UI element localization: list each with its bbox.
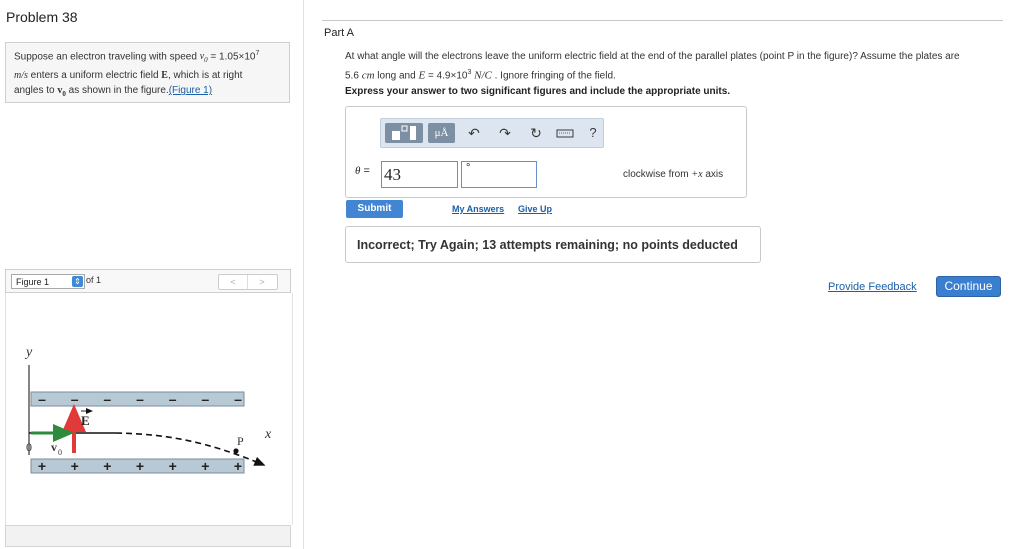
positive-sign: +: [233, 458, 243, 474]
v0-value: = 1.05×10: [207, 51, 256, 63]
speed-unit: m/s: [14, 70, 28, 82]
axis-label: axis: [702, 169, 724, 180]
figure-navigation: [5, 269, 291, 293]
v0-label-subscript: 0: [58, 448, 62, 457]
positive-sign: +: [135, 458, 145, 474]
problem-text-4: angles to: [14, 85, 58, 97]
undo-icon[interactable]: ↶: [468, 125, 480, 141]
problem-text-2: enters a uniform electric field: [27, 70, 162, 82]
clockwise-label: clockwise from: [623, 169, 692, 180]
field-symbol: E: [161, 70, 168, 82]
positive-sign: +: [201, 458, 210, 474]
units-button[interactable]: μÅ: [428, 123, 455, 143]
continue-button[interactable]: Continue: [936, 276, 1001, 297]
problem-statement: [5, 42, 290, 103]
equals-sign: =: [360, 165, 370, 177]
v0-vector-symbol: v: [57, 85, 63, 97]
plus-x-label: +x: [691, 169, 703, 180]
unit-input[interactable]: °: [461, 161, 537, 188]
part-a-title: Part A: [324, 27, 354, 39]
question-ignore: . Ignore fringing of the field.: [491, 70, 616, 82]
point-p-label: P: [237, 434, 244, 448]
x-axis-label: x: [265, 427, 272, 442]
positive-sign: +: [37, 458, 47, 474]
negative-sign: –: [168, 391, 177, 407]
negative-sign: –: [103, 391, 112, 407]
templates-icon: [385, 123, 423, 143]
positive-sign: +: [70, 458, 79, 474]
v0-vector-subscript: 0: [62, 90, 66, 99]
figure-select-value: Figure 1: [16, 277, 50, 287]
question-line-1: At what angle will the electrons leave the uniform electric field at the end of the parallel plates (point P in the figure)? Assume the plates are: [345, 51, 960, 62]
direction-text: [623, 169, 723, 180]
question-e-unit: N/C: [471, 69, 492, 82]
reset-icon[interactable]: ↻: [530, 125, 542, 141]
point-p: [233, 448, 238, 453]
v0-label: v: [51, 440, 57, 454]
positive-sign: +: [168, 458, 177, 474]
figure-count: of 1: [86, 275, 102, 285]
figure-canvas: [5, 293, 293, 525]
problem-text-1: Suppose an electron traveling with speed: [14, 51, 200, 63]
my-answers-link[interactable]: My Answers: [452, 204, 505, 214]
negative-sign: –: [234, 391, 242, 407]
negative-sign: –: [38, 391, 46, 407]
question-e-value: = 4.9×10: [425, 70, 468, 82]
e-field-label: E: [81, 413, 90, 428]
origin-label: 0: [26, 440, 32, 454]
submit-button[interactable]: Submit: [346, 200, 403, 218]
figure-select[interactable]: [11, 274, 85, 289]
give-up-link[interactable]: Give Up: [518, 204, 553, 214]
electron-field-diagram: [6, 293, 292, 525]
part-divider: [322, 20, 1003, 21]
figure-link[interactable]: (Figure 1): [168, 85, 213, 97]
figure-pager: [218, 274, 278, 290]
templates-button[interactable]: [385, 123, 423, 143]
keyboard-icon[interactable]: [556, 124, 574, 142]
prev-figure-button[interactable]: <: [219, 275, 248, 289]
v0-exponent: 7: [255, 50, 260, 57]
value-input[interactable]: 43: [381, 161, 458, 188]
y-axis-label: y: [26, 345, 33, 360]
math-toolbar: [380, 118, 604, 148]
provide-feedback-link[interactable]: Provide Feedback: [828, 281, 917, 293]
answer-instruction: Express your answer to two significant figures and include the appropriate units.: [345, 86, 731, 97]
negative-sign: –: [136, 391, 144, 407]
length-unit: cm: [361, 69, 375, 82]
redo-icon[interactable]: ↷: [499, 125, 511, 141]
chevron-updown-icon: ⇕: [72, 276, 83, 287]
problem-text-3: , which is at right: [167, 70, 243, 82]
problem-text-5: as shown in the figure.: [65, 85, 169, 97]
problem-panel: [0, 0, 304, 549]
next-figure-button[interactable]: >: [259, 277, 265, 287]
v0-subscript: 0: [204, 56, 208, 65]
v0-symbol: v: [199, 51, 205, 63]
theta-label: [355, 165, 370, 177]
problem-title: Problem 38: [6, 9, 78, 25]
figure-footer: [5, 525, 291, 547]
question-length: 5.6: [345, 70, 362, 82]
negative-sign: –: [201, 391, 210, 407]
negative-sign: –: [70, 391, 79, 407]
answer-box: [345, 106, 747, 198]
theta-symbol: θ: [355, 165, 361, 177]
question-e-symbol: E: [418, 69, 426, 82]
question-text: [345, 49, 1005, 84]
help-button[interactable]: ?: [589, 125, 597, 140]
question-e-exponent: 3: [467, 69, 472, 76]
positive-sign: +: [103, 458, 112, 474]
feedback-message: Incorrect; Try Again; 13 attempts remaining; no points deducted: [345, 226, 761, 263]
keyboard-glyph: [556, 124, 574, 142]
question-and: long and: [374, 70, 419, 82]
